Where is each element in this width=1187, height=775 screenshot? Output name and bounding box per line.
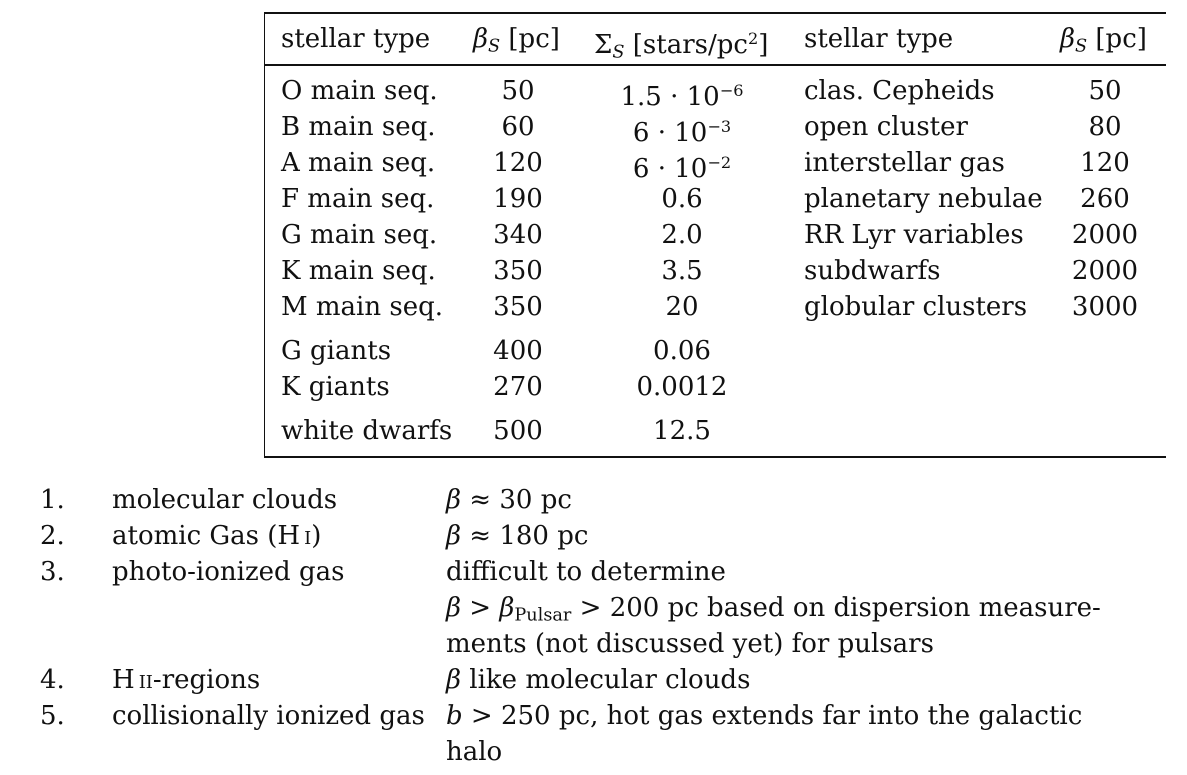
beta-value-cell-2: 3000: [1071, 292, 1139, 322]
list-item-number: 5.: [40, 701, 65, 731]
sigma-value-cell: [592, 76, 772, 112]
list-item-label: [112, 482, 337, 518]
list-item-number: 4.: [40, 665, 65, 695]
sigma-value-cell: [592, 336, 772, 366]
sigma-exponent: −6: [719, 81, 744, 100]
stellar-type-cell: A main seq.: [281, 148, 436, 178]
label-text: H: [112, 665, 135, 695]
table-vertical-rule: [264, 12, 265, 458]
label-suffix: ): [311, 521, 322, 551]
stellar-type-cell-2: RR Lyr variables: [804, 220, 1024, 250]
header-sigma: [594, 24, 768, 67]
sigma-value-cell: [592, 372, 772, 402]
list-item-description: β like molecular clouds: [446, 665, 751, 695]
sigma-base: 6 · 10: [632, 153, 708, 184]
sigma-base: 12.5: [653, 416, 711, 446]
stellar-type-cell: O main seq.: [281, 76, 438, 106]
stellar-type-cell-2: open cluster: [804, 112, 968, 142]
stellar-type-cell-2: globular clusters: [804, 292, 1028, 322]
list-item-label: [112, 662, 260, 698]
label-text: molecular clouds: [112, 485, 338, 515]
stellar-type-cell-2: interstellar gas: [804, 148, 1005, 178]
list-item-description: b > 250 pc, hot gas extends far into the galactic: [446, 701, 1083, 731]
stellar-type-cell: M main seq.: [281, 292, 444, 322]
label-ionization-stage: i: [304, 521, 312, 551]
list-item: [0, 626, 1187, 662]
label-text: photo-ionized gas: [112, 557, 345, 587]
beta-value-cell-2: 2000: [1071, 256, 1139, 286]
table-bottom-rule: [264, 456, 1166, 458]
beta-value-cell: 400: [493, 336, 543, 366]
sigma-base: 6 · 10: [632, 117, 708, 148]
sigma-value-cell: [592, 148, 772, 184]
sigma-symbol: Σ: [594, 29, 613, 60]
beta-symbol: β: [473, 24, 489, 54]
sigma-value-cell: [592, 184, 772, 214]
sigma-exponent: −2: [707, 153, 732, 172]
stellar-type-cell: G giants: [281, 336, 392, 366]
header-beta: [473, 24, 560, 61]
sigma-exponent: −3: [707, 117, 732, 136]
stellar-type-cell-2: planetary nebulae: [804, 184, 1043, 214]
beta2-symbol: β: [1060, 24, 1076, 54]
sigma-value-cell: [592, 292, 772, 322]
list-item: [0, 662, 1187, 698]
sigma-unit-pre: [stars/pc: [624, 29, 748, 60]
beta-value-cell: 60: [501, 112, 535, 142]
beta-value-cell-2: 120: [1080, 148, 1130, 178]
pulsar-subscript: Pulsar: [514, 605, 572, 626]
pulsar-post: > 200 pc based on dispersion measure-: [571, 593, 1101, 623]
list-item-description: ments (not discussed yet) for pulsars: [446, 629, 934, 659]
beta-value-cell: 350: [493, 256, 543, 286]
sigma-base: 20: [665, 292, 699, 322]
header-stellar-type-2: stellar type: [804, 24, 954, 54]
sigma-value-cell: [592, 112, 772, 148]
beta-value-cell: 500: [493, 416, 543, 446]
label-ionization-stage: ii: [138, 665, 153, 695]
beta-value-cell: 120: [493, 148, 543, 178]
list-item-label: [112, 698, 425, 734]
list-item-number: 1.: [40, 485, 65, 515]
beta-value-cell: 270: [493, 372, 543, 402]
stellar-type-cell: K giants: [281, 372, 390, 402]
list-item-label: [112, 518, 321, 554]
beta-unit: [pc]: [500, 24, 560, 54]
stellar-type-cell-2: subdwarfs: [804, 256, 941, 286]
list-item-description: β ≈ 180 pc: [446, 521, 589, 551]
beta-value-cell-2: 80: [1088, 112, 1122, 142]
header-stellar-type: stellar type: [281, 24, 431, 54]
beta-value-cell: 50: [501, 76, 535, 106]
beta-value-cell: 340: [493, 220, 543, 250]
label-text: collisionally ionized gas: [112, 701, 425, 731]
beta-value-cell-2: 2000: [1071, 220, 1139, 250]
list-item: [0, 590, 1187, 626]
beta-value-cell: 190: [493, 184, 543, 214]
list-item-label: [112, 554, 344, 590]
list-item: [0, 518, 1187, 554]
sigma-value-cell: [592, 416, 772, 446]
list-item-description: halo: [446, 737, 503, 767]
list-item-number: 3.: [40, 557, 65, 587]
stellar-type-cell: white dwarfs: [281, 416, 453, 446]
sigma-unit-sup: 2: [747, 29, 759, 48]
list-item-number: 2.: [40, 521, 65, 551]
label-text: atomic Gas (H: [112, 521, 301, 551]
stellar-type-cell: F main seq.: [281, 184, 435, 214]
pulsar-pre: β > β: [446, 593, 515, 623]
sigma-base: 1.5 · 10: [620, 81, 720, 112]
beta-value-cell: 350: [493, 292, 543, 322]
sigma-base: 3.5: [661, 256, 703, 286]
sigma-subscript: S: [612, 42, 625, 63]
stellar-type-cell: G main seq.: [281, 220, 438, 250]
list-item: [0, 698, 1187, 734]
header-beta-2: [1060, 24, 1147, 61]
beta-subscript: S: [488, 36, 501, 57]
list-item-description: difficult to determine: [446, 557, 726, 587]
sigma-base: 2.0: [661, 220, 703, 250]
sigma-base: 0.06: [653, 336, 711, 366]
beta2-unit: [pc]: [1087, 24, 1147, 54]
list-item: [0, 554, 1187, 590]
label-suffix: -regions: [152, 665, 261, 695]
list-item-description: β ≈ 30 pc: [446, 485, 572, 515]
beta-value-cell-2: 50: [1088, 76, 1122, 106]
beta2-subscript: S: [1075, 36, 1088, 57]
stellar-type-cell: K main seq.: [281, 256, 436, 286]
sigma-value-cell: [592, 256, 772, 286]
table-top-rule: [264, 12, 1166, 14]
list-item: [0, 482, 1187, 518]
beta-value-cell-2: 260: [1080, 184, 1130, 214]
sigma-base: 0.0012: [636, 372, 728, 402]
list-item: [0, 734, 1187, 770]
sigma-unit-post: ]: [758, 29, 769, 60]
stellar-type-cell: B main seq.: [281, 112, 436, 142]
sigma-value-cell: [592, 220, 772, 250]
sigma-base: 0.6: [661, 184, 703, 214]
stellar-type-cell-2: clas. Cepheids: [804, 76, 995, 106]
